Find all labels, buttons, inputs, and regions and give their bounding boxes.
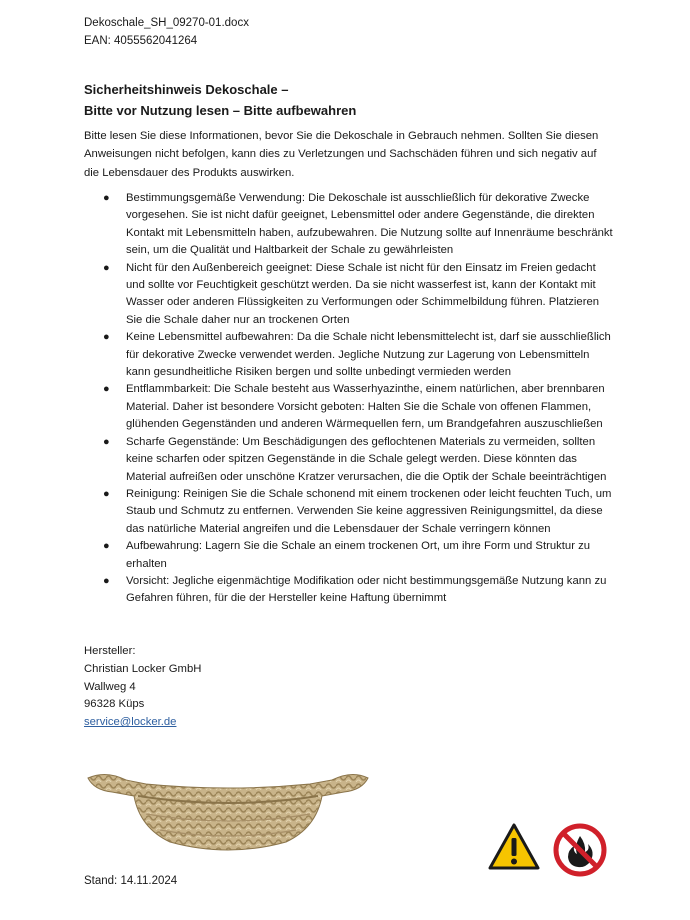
list-item xyxy=(84,260,614,330)
list-item-text: Scharfe Gegenstände: Um Beschädigungen des geflochtenen Materials zu vermeiden, sollten keine scharfen oder spitzen Gegenstände in die Schale gelegt werden. Diese könnten das Material aufreißen oder unschöne Kratzer verursachen, die die Optik der Schale beeinträchtigen xyxy=(126,435,607,483)
bullet-icon: ● xyxy=(103,383,110,396)
manufacturer-email-link[interactable]: service@locker.de xyxy=(84,716,177,729)
list-item xyxy=(84,190,614,260)
list-item-text: Aufbewahrung: Lagern Sie die Schale an einem trockenen Ort, um ihre Form und Struktur zu erhalten xyxy=(126,540,591,570)
document-title xyxy=(84,79,356,121)
bullet-icon: ● xyxy=(103,192,110,204)
list-item-text: Nicht für den Außenbereich geeignet: Diese Schale ist nicht für den Einsatz im Freien gedacht und sollte vor Feuchtigkeit geschützt werden. Da sie nicht wasserfest ist, kann der Kontakt mit Wasser oder anderen Flüssigkeiten zu Verformungen oder Schimmelbildung führen. Platzieren Sie die Schale daher nur an trockenen Orten xyxy=(126,261,600,326)
list-item-text: Keine Lebensmittel aufbewahren: Da die Schale nicht lebensmittelecht ist, darf sie ausschließlich für dekorative Zwecke verwendet werden. Jegliche Nutzung zur Lagerung von Lebensmitteln kann gesundheitliche Risiken bergen und sollte unbedingt vermieden werden xyxy=(126,331,611,379)
bullet-icon: ● xyxy=(103,261,110,274)
list-item xyxy=(84,434,614,486)
manufacturer-label: Hersteller: xyxy=(84,645,136,657)
intro-paragraph: Bitte lesen Sie diese Informationen, bevor Sie die Dekoschale in Gebrauch nehmen. Sollten Sie diesen Anweisungen nicht befolgen, kann dies zu Verletzungen und Sachschäden führen und sich negativ auf die Lebensdauer des Produkts auswirken. xyxy=(84,130,599,179)
manufacturer-city: 96328 Küps xyxy=(84,698,145,711)
bullet-icon: ● xyxy=(103,435,110,448)
bullet-icon: ● xyxy=(103,331,110,344)
list-item xyxy=(84,573,614,608)
manufacturer-block xyxy=(84,643,201,732)
list-item xyxy=(84,538,614,573)
safety-list xyxy=(84,190,614,608)
bullet-icon: ● xyxy=(103,487,110,500)
bullet-icon: ● xyxy=(103,574,110,587)
warning-triangle-icon xyxy=(488,822,540,872)
filename: Dekoschale_SH_09270-01.docx xyxy=(84,17,249,29)
list-item xyxy=(84,329,614,381)
bullet-icon: ● xyxy=(103,540,110,553)
list-item-text: Reinigung: Reinigen Sie die Schale schonend mit einem trockenen oder leicht feuchten Tuch, um Staub und Schmutz zu entfernen. Verwenden Sie keine aggressiven Reinigungsmittel, da diese das natürliche Material angreifen und die Lebensdauer der Schale verringern können xyxy=(126,487,612,535)
list-item xyxy=(84,486,614,538)
document-date: Stand: 14.11.2024 xyxy=(84,875,178,887)
title-line-1: Sicherheitshinweis Dekoschale – xyxy=(84,82,289,97)
manufacturer-company: Christian Locker GmbH xyxy=(84,662,202,675)
list-item-text: Entflammbarkeit: Die Schale besteht aus Wasserhyazinthe, einem natürlichen, aber brennbaren Material. Daher ist besondere Vorsicht geboten: Halten Sie die Schale von offenen Flammen, glühenden Gegenständen und anderen Wärmequellen fern, um Brandgefahren auszuschließen xyxy=(126,383,605,431)
ean-code: EAN: 4055562041264 xyxy=(84,35,198,47)
document-header xyxy=(84,14,249,50)
manufacturer-street: Wallweg 4 xyxy=(84,680,136,693)
title-line-2: Bitte vor Nutzung lesen – Bitte aufbewahren xyxy=(84,103,357,118)
basket-image xyxy=(86,766,370,856)
list-item xyxy=(84,381,614,433)
list-item-text: Bestimmungsgemäße Verwendung: Die Dekoschale ist ausschließlich für dekorative Zwecke vorgesehen. Sie ist nicht dafür geeignet, Lebensmittel oder andere Gegenstände, die direkten Kontakt mit Lebensmitteln haben, aufzubewahren. Die Nutzung sollte auf Innenräume beschränkt sein, um die Qualität und Haltbarkeit der Schale zu gewährleisten xyxy=(126,192,613,257)
list-item-text: Vorsicht: Jegliche eigenmächtige Modifikation oder nicht bestimmungsgemäße Nutzung kann zu Gefahren führen, für die der Hersteller keine Haftung übernimmt xyxy=(126,574,607,605)
no-open-flame-icon xyxy=(552,822,608,878)
